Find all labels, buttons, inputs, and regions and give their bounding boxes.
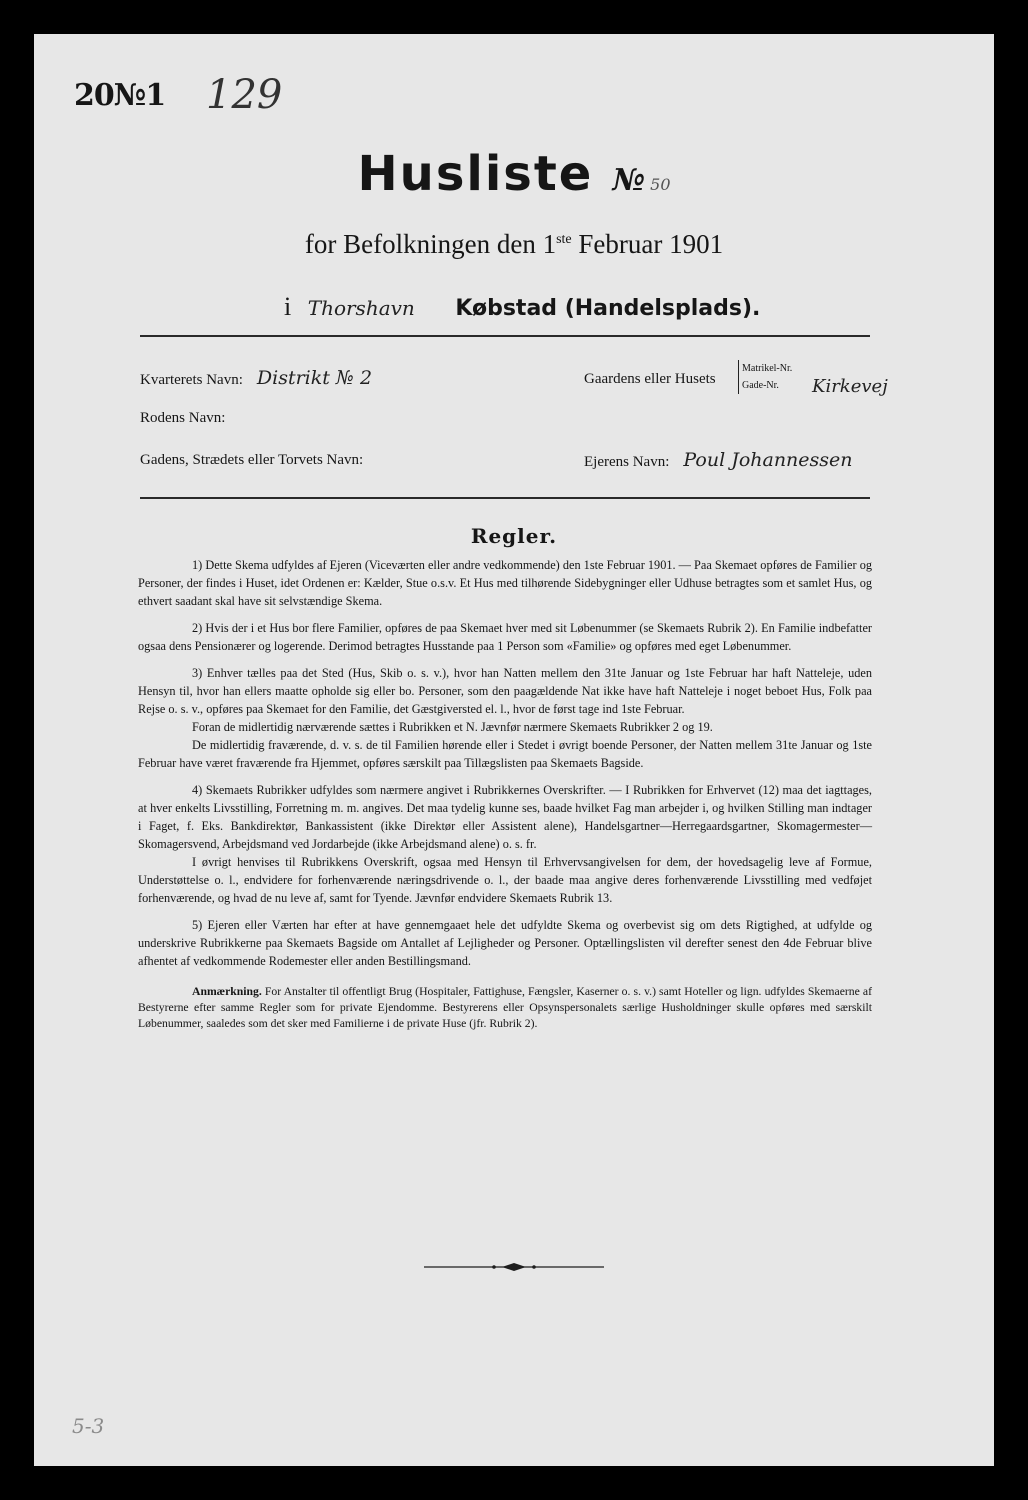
subtitle-sup: ste [556, 232, 572, 247]
rule-5: 5) Ejeren eller Værten har efter at have gennemgaaet hele det udfyldte Skema og overbevist sig om dets Rigtighed, at udfylde og underskrive Rubrikkerne paa Skemaets Bagside om Antallet af Lejligheder og Personer. Optællingslisten vil derefter senest den 4de Februar blive afhentet af vedkommende Rodemester eller anden Bestillingsmand. [138, 918, 872, 968]
rule-4: 4) Skemaets Rubrikker udfyldes som nærmere angivet i Rubrikkernes Overskrifter. — I Rubrikken for Erhvervet (12) maa det iagttages, at hver enkelts Livsstilling, Forretning m. m. angives. Det maa tydelig kunne ses, baade hvilket Fag man arbejder i, og hvilken Stilling man indtager i Faget, f. Eks. Bankdirektør, Bankassistent (ikke Direktør eller Assistent alene), Handelsgartner—Herregaardsgartner, Skomagermester—Skomagersvend, Arbejdsmand ved Jordarbejde (ikke Arbejdsmand alene) o. s. fr. [138, 783, 872, 851]
town-name-handwritten: Thorshavn [307, 296, 415, 320]
rule-4-continued: I øvrigt henvises til Rubrikkens Overskrift, ogsaa med Hensyn til Erhvervsangivelsen for dem, der hovedsagelig leve af Formue, Understøttelse o. l., endvidere for forhenværende næringsdrivende o. l., der baade maa angive deres forhenværende Livsstilling med vedføjet forhenværende, og hvad de nu leve af, samt for Tyende. Jævnfør endvidere Skemaets Rubrik 13. [138, 855, 872, 905]
ejer-label: Ejerens Navn: [584, 454, 670, 470]
rule-1: 1) Dette Skema udfyldes af Ejeren (Viceværten eller andre vedkommende) den 1ste Februar 1901. — Paa Skemaet opføres de Familier og Personer, der findes i Huset, idet Ordenen er: Kælder, Stue o.s.v. Et Hus med tilhørende Sidebygninger eller Udhuse betragtes som et samlet Hus, og ethvert saadant skal have sit selvstændige Skema. [138, 558, 872, 608]
ornament-divider [424, 1262, 604, 1272]
roden-label: Rodens Navn: [140, 410, 226, 426]
ejer-value: Poul Johannessen [683, 449, 853, 471]
note-text: For Anstalter til offentligt Brug (Hospitaler, Fattighuse, Fængsler, Kaserner o. s. v.) samt Hoteller og lign. udfyldes Skemaerne af Bestyrerne efter samme Regler som for private Ejendomme. Bestyrerens eller Opsynspersonalets særlige Husholdninger skulle opføres med særskilt Løbenummer, saaledes som det sker med Familierne i de private Huse (jfr. Rubrik 2). [138, 985, 872, 1030]
subtitle-post: Februar 1901 [571, 229, 724, 259]
divider-top [140, 335, 870, 337]
form-title: Husliste [357, 146, 594, 202]
handwritten-page-number: 129 [206, 72, 283, 118]
number-mark: № [612, 163, 646, 198]
town-prefix: i [284, 292, 292, 321]
gaard-number-labels [738, 360, 792, 394]
divider-bottom [140, 497, 870, 499]
gade-nr-value: Kirkevej [812, 376, 888, 397]
note-label: Anmærkning. [192, 985, 262, 998]
census-subtitle [34, 229, 994, 260]
gaard-label: Gaardens eller Husets [584, 371, 716, 387]
title-row [34, 146, 994, 202]
note-paragraph [138, 984, 872, 1032]
house-list-number: 50 [650, 175, 671, 194]
kvarter-label: Kvarterets Navn: [140, 372, 243, 388]
margin-pencil-note: 5-3 [72, 1414, 105, 1438]
subtitle-pre: for Befolkningen den 1 [304, 229, 557, 259]
matrikel-label: Matrikel-Nr. [742, 363, 793, 374]
rule-3-temporary-absent: De midlertidig fraværende, d. v. s. de til Familien hørende eller i Stedet i øvrigt boende Personer, der Natten mellem 31te Januar og 1ste Februar have været fraværende fra Hjemmet, opføres særskilt paa Tillægslisten paa Skemaets Bagside. [138, 738, 872, 770]
kvarter-field [140, 367, 372, 389]
town-type: Købstad (Handelsplads). [455, 296, 761, 321]
kvarter-value: Distrikt № 2 [256, 367, 373, 389]
rule-3: 3) Enhver tælles paa det Sted (Hus, Skib o. s. v.), hvor han Natten mellem den 31te Januar og 1ste Februar har haft Natteleje, uden Hensyn til, hvor han ellers maatte opholde sig eller bo. Personer, som den paagældende Nat ikke have haft Natteleje i noget beboet Hus, Folk paa Rejse o. s. v., opføres paa Skemaet for den Familie, det Gæstgiversted el. l., hvor de først tage ind 1ste Februar. [138, 666, 872, 716]
rule-2: 2) Hvis der i et Hus bor flere Familier, opføres de paa Skemaet hver med sit Løbenummer (se Skemaets Rubrik 2). En Familie indbefatter ogsaa dens Pensionærer og logerende. Derimod betragtes Husstande paa 1 Person som «Familie» og opføres med eget Løbenummer. [138, 621, 872, 653]
census-form-page [34, 34, 994, 1466]
rule-3-temporary-present: Foran de midlertidig nærværende sættes i Rubrikken et N. Jævnfør nærmere Skemaets Rubrikker 2 og 19. [192, 720, 713, 734]
town-line [284, 292, 760, 322]
gade-nr-label: Gade-Nr. [742, 380, 779, 391]
rules-heading: Regler. [470, 524, 558, 548]
rules-text [138, 556, 872, 1032]
archive-stamp: 20№1 [74, 78, 166, 113]
gade-navn-label: Gadens, Strædets eller Torvets Navn: [140, 452, 364, 468]
ejer-field [584, 449, 853, 471]
